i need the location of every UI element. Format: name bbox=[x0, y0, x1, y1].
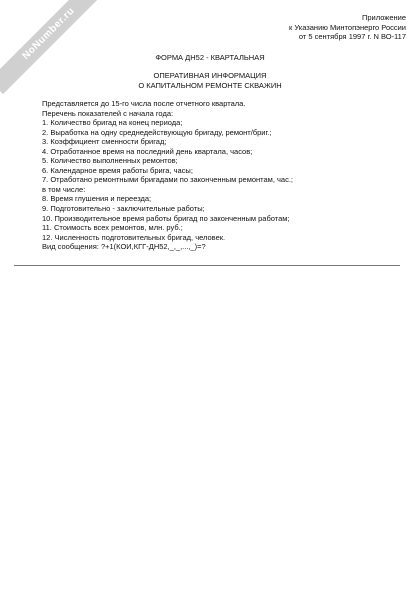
indicator-item: 12. Численность подготовительных бригад, человек. bbox=[42, 232, 226, 242]
page-divider bbox=[14, 265, 400, 266]
subtitle-line: О КАПИТАЛЬНОМ РЕМОНТЕ СКВАЖИН bbox=[138, 80, 282, 90]
indicator-item: 11. Стоимость всех ремонтов, млн. руб.; bbox=[42, 223, 183, 233]
indicator-item: 8. Время глушения и переезда; bbox=[42, 194, 152, 204]
indicator-item: 3. Коэффициент сменности бригад; bbox=[42, 137, 167, 147]
indicator-item: 2. Выработка на одну среднедействующую бригаду, ремонт/бриг.; bbox=[42, 127, 272, 137]
intro-line: Представляется до 15-го числа после отчетного квартала. bbox=[42, 99, 246, 108]
indicator-item: 4. Отработанное время на последний день квартала, часов; bbox=[42, 146, 253, 156]
message-format-line: Вид сообщения: ?+1(КОИ,КГГ-ДН52,_,_,...,_)=? bbox=[42, 242, 206, 252]
appendix-line: от 5 сентября 1997 г. N ВО-117 bbox=[298, 32, 406, 41]
appendix-line: Приложение bbox=[362, 13, 406, 22]
appendix-line: к Указанию Минтопэнерго России bbox=[289, 22, 406, 32]
watermark-text: NoNumber.ru bbox=[20, 5, 77, 62]
intro-line: Перечень показателей с начала года: bbox=[42, 108, 174, 118]
document-body bbox=[42, 99, 402, 252]
indicator-item: в том числе: bbox=[42, 184, 86, 194]
indicator-item: 7. Отработано ремонтными бригадами по законченным ремонтам, час.; bbox=[42, 175, 294, 185]
form-title: ФОРМА ДН52 - КВАРТАЛЬНАЯ bbox=[155, 53, 265, 62]
indicator-item: 10. Производительное время работы бригад по законченным работам; bbox=[42, 213, 290, 223]
indicator-item: 9. Подготовительно - заключительные работы; bbox=[42, 204, 205, 214]
indicator-item: 5. Количество выполненных ремонтов; bbox=[42, 156, 178, 166]
indicator-item: 6. Календарное время работы брига, часы; bbox=[42, 165, 193, 175]
subtitle-line: ОПЕРАТИВНАЯ ИНФОРМАЦИЯ bbox=[153, 71, 267, 80]
appendix-note bbox=[186, 13, 406, 42]
indicator-item: 1. Количество бригад на конец периода; bbox=[42, 118, 183, 128]
document-subtitle bbox=[0, 71, 420, 90]
